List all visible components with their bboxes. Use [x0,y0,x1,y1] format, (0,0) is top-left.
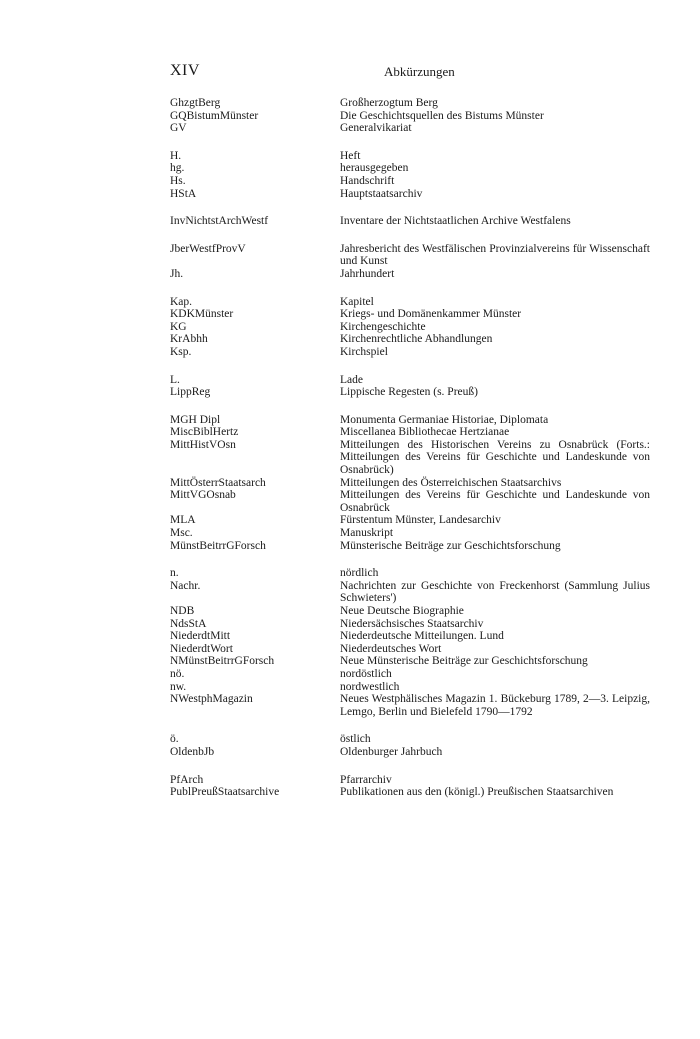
abbreviation-meaning: Niederdeutsches Wort [340,642,442,655]
abbreviation: PfArch [170,773,204,786]
abbreviation-entry [170,489,650,514]
abbreviation-entry [170,110,650,123]
abbreviation-entry [170,188,650,201]
abbreviation-entry [170,426,650,439]
abbreviation-entry [170,774,650,787]
abbreviation-meaning: Miscellanea Bibliothecae Hertzianae [340,426,510,439]
abbreviation-entry [170,746,650,759]
abbreviation: KG [170,320,187,333]
abbreviation-meaning: Jahresbericht des Westfälischen Provinzialvereins für Wissenschaft und Kunst [340,242,650,268]
abbreviation: H. [170,149,182,162]
abbreviation-meaning: Münsterische Beiträge zur Geschichtsforschung [340,539,561,552]
abbreviation-meaning: Lade [340,373,363,386]
abbreviation-meaning: Manuskript [340,527,394,540]
abbreviation-group [170,414,650,553]
abbreviation: MiscBiblHertz [170,426,239,439]
abbreviation: MLA [170,514,196,527]
page-number: XIV [170,62,200,79]
abbreviation-entry [170,540,650,553]
abbreviation-meaning: Kirchspiel [340,345,388,358]
abbreviation-meaning: nordwestlich [340,680,400,693]
abbreviation-group [170,296,650,359]
abbreviation-meaning: Neue Deutsche Biographie [340,605,464,617]
abbreviation: nw. [170,680,187,693]
abbreviation: MittÖsterrStaatsarch [170,476,266,489]
abbreviation: Msc. [170,527,193,540]
abbreviation-entry [170,386,650,399]
abbreviation: MittVGOsnab [170,489,236,502]
abbreviation-group [170,215,650,228]
abbreviation-entry [170,215,650,228]
abbreviation-entry [170,296,650,309]
abbreviation-entry [170,122,650,135]
abbreviation-meaning: Neue Münsterische Beiträge zur Geschichtsforschung [340,655,588,668]
abbreviation-entry [170,630,650,643]
abbreviation-meaning: Nachrichten zur Geschichte von Freckenhorst (Sammlung Julius Schwieters') [340,579,650,605]
abbreviation-entry [170,580,650,605]
abbreviation-meaning: Neues Westphälisches Magazin 1. Bückeburg 1789, 2—3. Leipzig, Lemgo, Berlin und Bielefeld 1790—1792 [340,693,650,718]
abbreviation: NDB [170,605,195,617]
abbreviation-meaning: Inventare der Nichtstaatlichen Archive Westfalens [340,215,571,228]
abbreviation-entry [170,567,650,580]
abbreviation-entry [170,668,650,681]
abbreviation-entry [170,414,650,427]
abbreviation-meaning: Großherzogtum Berg [340,97,438,109]
abbreviation: OldenbJb [170,745,215,758]
abbreviation-entry [170,175,650,188]
abbreviation-meaning: Niederdeutsche Mitteilungen. Lund [340,630,504,643]
abbreviation-meaning: Jahrhundert [340,267,395,280]
abbreviation: NiederdtMitt [170,630,231,643]
abbreviation-entry [170,655,650,668]
abbreviation-entry [170,681,650,694]
abbreviation-meaning: Mitteilungen des Historischen Vereins zu Osnabrück (Forts.: Mitteilungen des Vereins für Geschichte und Landeskunde von Osnabrück) [340,438,650,477]
abbreviation: HStA [170,187,197,200]
abbreviation: MünstBeitrrGForsch [170,539,266,552]
abbreviation: nö. [170,667,185,680]
abbreviation-entry [170,618,650,631]
abbreviation: MittHistVOsn [170,438,236,451]
abbreviation-entry [170,374,650,387]
abbreviation-meaning: Hauptstaatsarchiv [340,187,423,200]
abbreviation: KDKMünster [170,308,234,321]
abbreviation-entry [170,477,650,490]
abbreviation-meaning: nordöstlich [340,667,392,680]
abbreviation-group [170,733,650,758]
abbreviation-meaning: Generalvikariat [340,122,412,135]
abbreviation-meaning: Handschrift [340,174,395,187]
abbreviation: Hs. [170,174,186,187]
abbreviation: L. [170,373,180,386]
abbreviation-group [170,374,650,399]
abbreviation-entry [170,162,650,175]
abbreviation: InvNichtstArchWestf [170,215,269,228]
abbreviation-meaning: Publikationen aus den (königl.) Preußischen Staatsarchiven [340,786,614,799]
abbreviation: KrAbhh [170,333,208,346]
abbreviation: Ksp. [170,345,192,358]
abbreviation: NWestphMagazin [170,693,253,706]
abbreviation-entry [170,514,650,527]
abbreviation: NdsStA [170,617,207,630]
abbreviation-meaning: Pfarrarchiv [340,773,392,786]
abbreviation-group [170,150,650,200]
abbreviation: Kap. [170,295,193,308]
abbreviation-entry [170,308,650,321]
abbreviation-entry [170,243,650,268]
abbreviation-entry [170,733,650,746]
abbreviation-meaning: Die Geschichtsquellen des Bistums Münster [340,109,544,122]
abbreviation-meaning: Monumenta Germaniae Historiae, Diplomata [340,413,549,426]
abbreviation: GhzgtBerg [170,97,221,109]
abbreviation-entry [170,643,650,656]
abbreviation-meaning: Kapitel [340,295,374,308]
abbreviation-entry [170,268,650,281]
abbreviation-meaning: Kriegs- und Domänenkammer Münster [340,308,522,321]
abbreviation-meaning: Niedersächsisches Staatsarchiv [340,617,484,630]
abbreviation-group [170,567,650,718]
abbreviation: NiederdtWort [170,642,233,655]
abbreviation-meaning: Mitteilungen des Vereins für Geschichte und Landeskunde von Osnabrück [340,489,650,514]
abbreviation-meaning: nördlich [340,567,379,580]
abbreviation-entry [170,346,650,359]
abbreviation: NMünstBeitrrGForsch [170,655,275,668]
abbreviation-meaning: Kirchengeschichte [340,320,426,333]
abbreviation-meaning: Heft [340,149,361,162]
abbreviation-meaning: Lippische Regesten (s. Preuß) [340,386,478,399]
abbreviation-group [170,97,650,135]
abbreviation: PublPreußStaatsarchive [170,786,280,799]
abbreviation: GQBistumMünster [170,109,259,122]
abbreviation: hg. [170,162,185,175]
abbreviation-list [170,97,650,814]
abbreviation-entry [170,786,650,799]
abbreviation-group [170,243,650,281]
abbreviation: MGH Dipl [170,413,221,426]
abbreviation-entry [170,150,650,163]
abbreviation-meaning: östlich [340,733,371,746]
abbreviation: Nachr. [170,579,201,592]
abbreviation: Jh. [170,267,184,280]
abbreviation-entry [170,605,650,618]
abbreviation: ö. [170,733,179,746]
abbreviation-entry [170,333,650,346]
abbreviation-meaning: Mitteilungen des Österreichischen Staatsarchivs [340,476,562,489]
abbreviation-group [170,774,650,799]
abbreviation-entry [170,693,650,718]
abbreviation: GV [170,122,187,135]
abbreviation-meaning: Kirchenrechtliche Abhandlungen [340,333,493,346]
abbreviation: n. [170,567,179,580]
abbreviation-entry [170,321,650,334]
abbreviation-meaning: Oldenburger Jahrbuch [340,745,443,758]
abbreviation-meaning: Fürstentum Münster, Landesarchiv [340,514,501,527]
running-head: Abkürzungen [384,64,455,79]
abbreviation: LippReg [170,386,211,399]
abbreviation-entry [170,439,650,477]
abbreviation: JberWestfProvV [170,242,246,255]
abbreviation-entry [170,97,650,110]
abbreviation-meaning: herausgegeben [340,162,409,175]
abbreviation-entry [170,527,650,540]
